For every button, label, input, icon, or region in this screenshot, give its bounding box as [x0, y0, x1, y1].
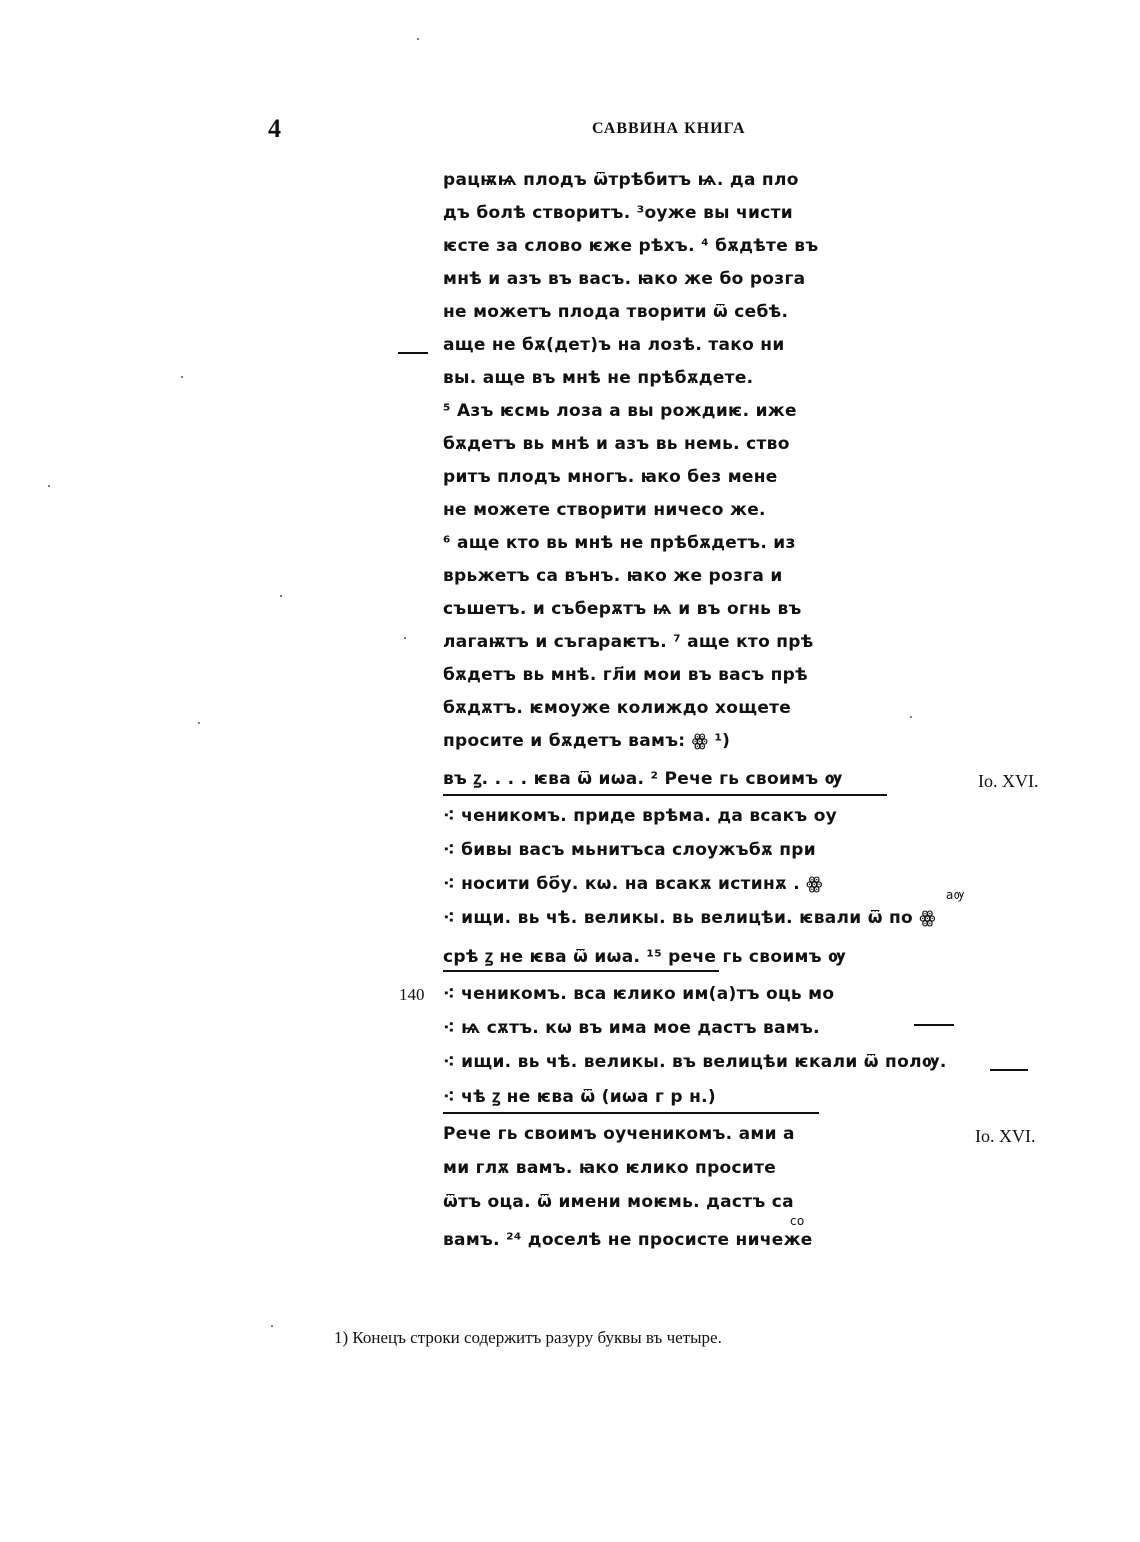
scan-speck — [48, 485, 50, 487]
text-line: ⁖ ѩ сѫтъ. кѡ въ има мое дастъ вамъ. — [443, 1018, 820, 1038]
margin-reference: Io. XVI. — [975, 1126, 1036, 1146]
text-line: ⁖ чѣ ꙁ не ѥва ѿ (иѡа г р н.) — [443, 1087, 716, 1107]
scan-speck — [198, 722, 200, 724]
text-line: ритъ плодъ многъ. ꙗко без мене — [443, 467, 778, 487]
margin-reference: Io. XVI. — [978, 771, 1039, 791]
scan-speck — [404, 637, 406, 639]
text-line: просите и бѫдетъ вамъ: ꙮ ¹) — [443, 731, 731, 751]
scan-speck — [271, 1325, 273, 1327]
superscript-note: со — [790, 1214, 805, 1228]
margin-dash — [990, 1069, 1028, 1071]
text-line: вы. аще въ мнѣ не прѣбѫдете. — [443, 368, 754, 388]
text-line: ⁖ ищи. вь чѣ. великы. въ велицѣи ѥкали ѿ полѹ. — [443, 1052, 947, 1072]
scan-speck — [181, 376, 183, 378]
footnote: 1) Конецъ строки содержитъ разуру буквы въ четыре. — [334, 1328, 722, 1347]
text-line: ми глѫ вамъ. ꙗко ѥлико просите — [443, 1158, 777, 1178]
text-line: мнѣ и азъ въ васъ. ꙗко же бо розга — [443, 269, 806, 289]
section-rule — [443, 794, 887, 796]
section-rule — [443, 970, 719, 972]
text-line: съшетъ. и съберѫтъ ѩ и въ огнь въ — [443, 599, 802, 619]
text-line: вамъ. ²⁴ доселѣ не просисте ничеже — [443, 1230, 813, 1250]
margin-dash — [914, 1024, 954, 1026]
margin-line-number: 140 — [399, 985, 425, 1004]
text-line: ⁖ ченикомъ. вса ѥлико им(а)тъ оць мо — [443, 984, 835, 1004]
text-line: ⁶ аще кто вь мнѣ не прѣбѫдетъ. из — [443, 533, 796, 553]
running-title: САВВИНА КНИГА — [592, 120, 746, 137]
text-line: ⁖ носити бо҃у. кѡ. на всакѫ истинѫ . ꙮ — [443, 874, 823, 894]
text-line: ѥсте за слово ѥже рѣхъ. ⁴ бѫдѣте въ — [443, 236, 819, 256]
text-line: ⁖ ченикомъ. приде врѣма. да всакъ оу — [443, 806, 838, 826]
text-line: лагаѭтъ и съгараѥтъ. ⁷ аще кто прѣ — [443, 632, 814, 652]
text-line: не можете створити ничесо же. — [443, 500, 766, 520]
text-line: аще не бѫ(дет)ъ на лозѣ. тако ни — [443, 335, 785, 355]
text-line: въ ꙁ. . . . ѥва ѿ иѡа. ² Рече гь своимъ ѹ — [443, 769, 843, 789]
scan-speck — [910, 716, 912, 718]
text-line: ѿтъ оца. ѿ имени моѥмь. дастъ са — [443, 1192, 794, 1212]
margin-dash — [398, 352, 428, 354]
text-line: врьжетъ са вънъ. ꙗко же розга и — [443, 566, 783, 586]
page-number: 4 — [268, 114, 281, 143]
text-line: бѫдетъ вь мнѣ и азъ вь немь. ство — [443, 434, 790, 454]
text-line: рацѭѩ плодъ ѿтрѣбитъ ѩ. да пло — [443, 170, 799, 190]
text-line: ⁖ бивы васъ мьнитъса слоужъбѫ при — [443, 840, 816, 860]
section-rule — [443, 1112, 819, 1114]
text-line: бѫдѫтъ. ѥмоуже колиждо хощете — [443, 698, 792, 718]
scan-speck — [417, 38, 419, 40]
superscript-note: аѹ — [946, 888, 965, 902]
text-line: дъ болѣ створитъ. ³оуже вы чисти — [443, 203, 793, 223]
text-line: ⁵ Азъ ѥсмь лоза а вы рождиѥ. иже — [443, 401, 797, 421]
text-line: срѣ ꙁ не ѥва ѿ иѡа. ¹⁵ рече гь своимъ ѹ — [443, 947, 847, 967]
text-line: Рече гь своимъ оученикомъ. ами а — [443, 1124, 795, 1144]
text-line: ⁖ ищи. вь чѣ. великы. вь велицѣи. ѥвали ѿ по ꙮ — [443, 908, 936, 928]
scan-speck — [280, 595, 282, 597]
text-line: не можетъ плода творити ѿ себѣ. — [443, 302, 789, 322]
text-line: бѫдетъ вь мнѣ. гл҃и мои въ васъ прѣ — [443, 665, 808, 685]
